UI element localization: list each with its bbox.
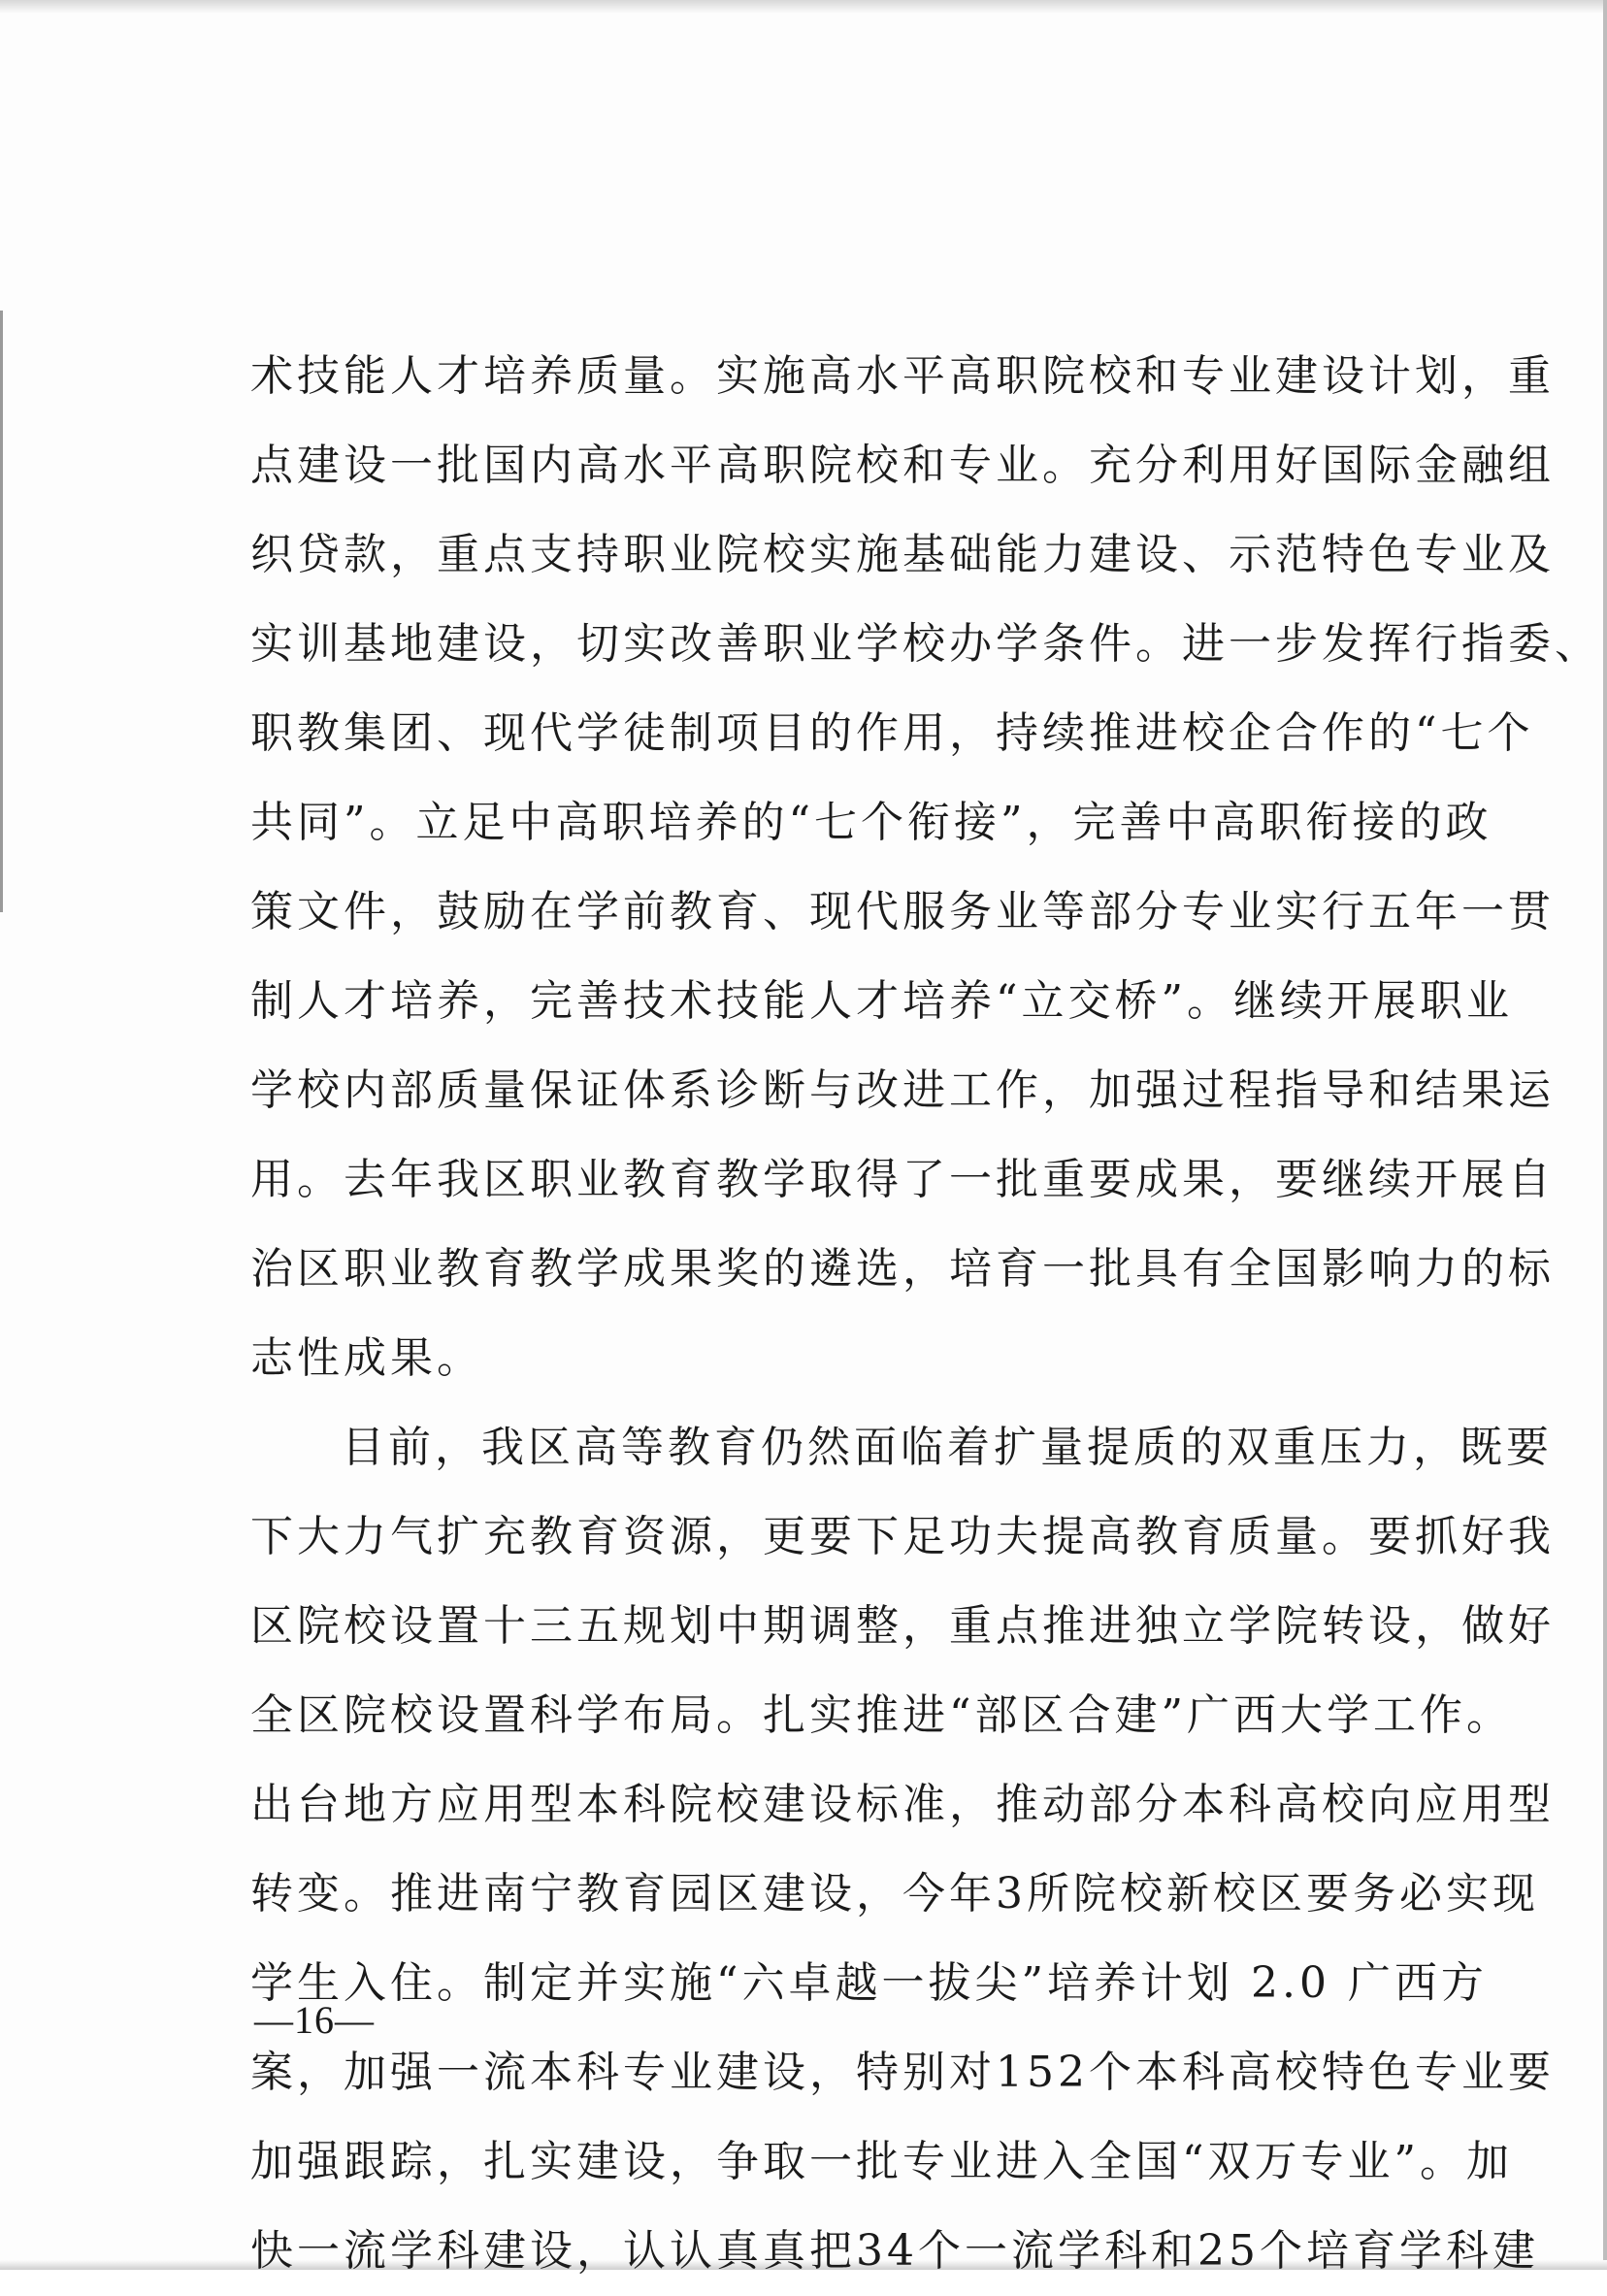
text-line: 区院校设置十三五规划中期调整，重点推进独立学院转设，做好 (250, 1601, 1555, 1651)
text-line: 学生入住。制定并实施“六卓越一拔尖”培养计划 2.0 广西方 (250, 1958, 1488, 2008)
text-line: 出台地方应用型本科院校建设标准，推动部分本科高校向应用型 (250, 1780, 1555, 1829)
text-line: 学校内部质量保证体系诊断与改进工作，加强过程指导和结果运 (250, 1066, 1555, 1115)
text-line: 点建设一批国内高水平高职院校和专业。充分利用好国际金融组 (250, 441, 1555, 490)
scan-edge-top (0, 0, 1607, 14)
text-line: 实训基地建设，切实改善职业学校办学条件。进一步发挥行指委、 (250, 619, 1601, 669)
text-line: 加强跟踪，扎实建设，争取一批专业进入全国“双万专业”。加 (250, 2137, 1513, 2186)
text-line: 转变。推进南宁教育园区建设，今年3所院校新校区要务必实现 (250, 1869, 1539, 1919)
scan-edge-right (1603, 0, 1607, 2270)
text-line: 志性成果。 (250, 1333, 483, 1383)
text-line: 下大力气扩充教育资源，更要下足功夫提高教育质量。要抓好我 (250, 1512, 1555, 1561)
paragraph-first-line: 目前，我区高等教育仍然面临着扩量提质的双重压力，既要 (342, 1423, 1553, 1472)
text-line: 职教集团、现代学徒制项目的作用，持续推进校企合作的“七个 (250, 708, 1534, 758)
text-line: 案，加强一流本科专业建设，特别对152个本科高校特色专业要 (250, 2048, 1555, 2097)
text-line: 术技能人才培养质量。实施高水平高职院校和专业建设计划，重 (250, 351, 1555, 401)
text-line: 用。去年我区职业教育教学取得了一批重要成果，要继续开展自 (250, 1155, 1555, 1204)
scan-mark-left (0, 311, 3, 912)
text-line: 织贷款，重点支持职业院校实施基础能力建设、示范特色专业及 (250, 530, 1555, 579)
text-line: 快一流学科建设，认认真真把34个一流学科和25个培育学科建 (250, 2226, 1539, 2276)
text-line: 全区院校设置科学布局。扎实推进“部区合建”广西大学工作。 (250, 1690, 1513, 1740)
text-line: 共同”。立足中高职培养的“七个衔接”，完善中高职衔接的政 (250, 798, 1492, 847)
text-line: 治区职业教育教学成果奖的遴选，培育一批具有全国影响力的标 (250, 1244, 1555, 1294)
text-line: 策文件，鼓励在学前教育、现代服务业等部分专业实行五年一贯 (250, 887, 1555, 936)
text-line: 制人才培养，完善技术技能人才培养“立交桥”。继续开展职业 (250, 976, 1513, 1026)
page-number: —16— (254, 1998, 375, 2042)
body-text (250, 332, 1601, 2296)
